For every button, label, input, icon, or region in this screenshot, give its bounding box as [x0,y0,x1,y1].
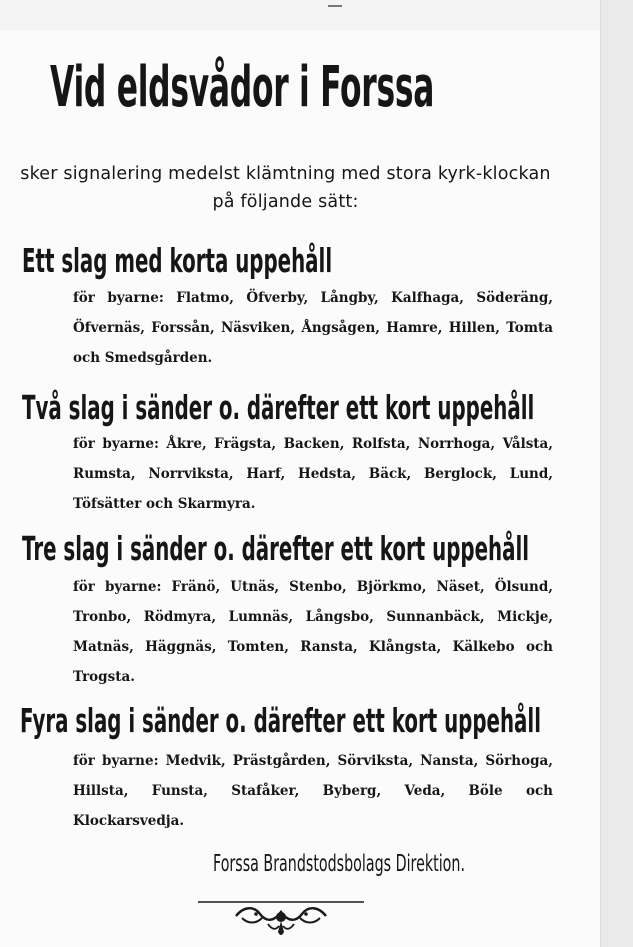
section-heading-four-strikes: Fyra slag i sänder o. därefter ett kort uppehåll [20,701,541,740]
village-list-four-strikes: för byarne: Medvik, Prästgården, Sörviksta, Nansta, Sörhoga, Hillsta, Funsta, Stafåker, Byberg, Veda, Böle och Klockarsvedja. [73,753,553,829]
section-heading-two-strikes: Två slag i sänder o. därefter ett kort uppehåll [22,388,535,427]
scan-mark [328,5,342,7]
ornament-flourish [196,894,366,942]
village-list-two-strikes: för byarne: Åkre, Frägsta, Backen, Rolfsta, Norrhoga, Vålsta, Rumsta, Norrviksta, Harf, Hedsta, Bäck, Berglock, Lund, Töfsätter och Skarmyra. [73,436,553,512]
village-list-one-strike: för byarne: Flatmo, Öfverby, Långby, Kalfhaga, Söderäng, Öfvernäs, Forssån, Näsviken, Ångsågen, Hamre, Hillen, Tomta och Smedsgården. [73,290,553,366]
intro-text: sker signalering medelst klämtning med stora kyrk-klockan på följande sätt: [20,164,551,212]
poster-title: Vid eldsvådor i Forssa [50,55,435,120]
signature: Forssa Brandstodsbolags Direktion. [213,851,465,877]
section-heading-three-strikes: Tre slag i sänder o. därefter ett kort uppehåll [22,529,530,568]
scan-right-margin [600,0,633,947]
section-heading-one-strike: Ett slag med korta uppehåll [22,241,333,280]
scan-top-strip [0,0,600,30]
village-list-three-strikes: för byarne: Fränö, Utnäs, Stenbo, Björkmo, Näset, Ölsund, Tronbo, Rödmyra, Lumnäs, Långsbo, Sunnanbäck, Mickje, Matnäs, Häggnäs, Tomten, Ransta, Klångsta, Kälkebo och Trogsta. [73,579,553,685]
